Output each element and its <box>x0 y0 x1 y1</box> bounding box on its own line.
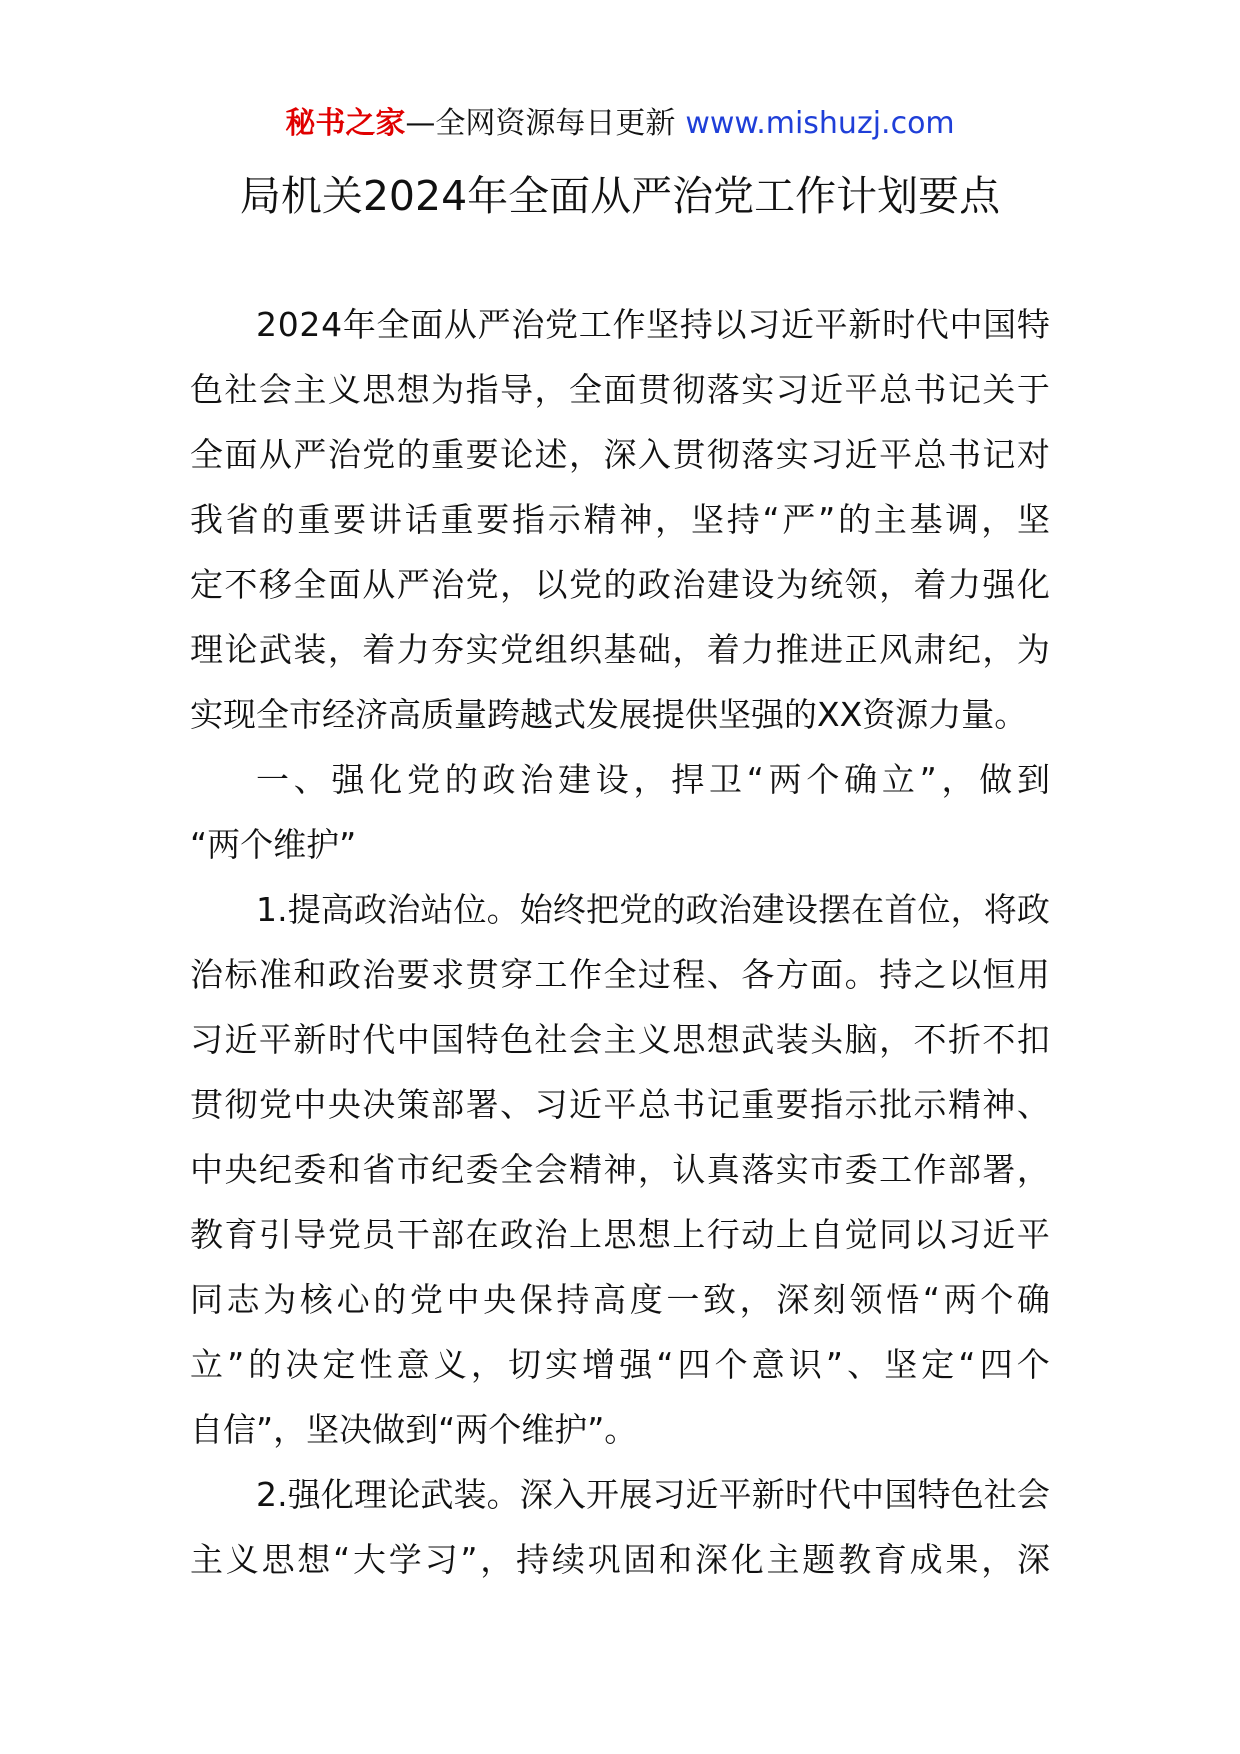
paragraph-line: 2 0 2 4 年 全 面 从 严 治 党 工 作 坚 持 以 习 近 平 新 时 代 中 国 特 <box>256 305 1050 344</box>
paragraph-line: 我 省 的 重 要 讲 话 重 要 指 示 精 神 ， 坚 持 “ 严 ” 的 主 基 调 ， 坚 <box>190 500 1050 539</box>
paragraph-line: 理 论 武 装 ， 着 力 夯 实 党 组 织 基 础 ， 着 力 推 进 正 风 肃 纪 ， 为 <box>190 630 1050 669</box>
paragraph-line: 贯 彻 党 中 央 决 策 部 署 、 习 近 平 总 书 记 重 要 指 示 批 示 精 神 、 <box>190 1085 1050 1124</box>
paragraph-line: 中 央 纪 委 和 省 市 纪 委 全 会 精 神 ， 认 真 落 实 市 委 工 作 部 署 ， <box>190 1150 1050 1189</box>
paragraph-line: 1 . 提 高 政 治 站 位 。 始 终 把 党 的 政 治 建 设 摆 在 首 位 ， 将 政 <box>256 890 1050 929</box>
banner-tagline: —全网资源每日更新 <box>405 106 676 141</box>
section-heading-line: “两个维护” <box>190 825 357 864</box>
paragraph-line: 定 不 移 全 面 从 严 治 党 ， 以 党 的 政 治 建 设 为 统 领 ， 着 力 强 化 <box>190 565 1050 604</box>
site-banner <box>0 104 1240 144</box>
brand-name: 秘书之家 <box>285 106 406 141</box>
document-body <box>190 292 1050 1592</box>
paragraph-line: 色 社 会 主 义 思 想 为 指 导 ， 全 面 贯 彻 落 实 习 近 平 总 书 记 关 于 <box>190 370 1050 409</box>
paragraph-line: 教 育 引 导 党 员 干 部 在 政 治 上 思 想 上 行 动 上 自 觉 同 以 习 近 平 <box>190 1215 1050 1254</box>
paragraph-line: 2 . 强 化 理 论 武 装 。 深 入 开 展 习 近 平 新 时 代 中 国 特 色 社 会 <box>256 1475 1050 1514</box>
paragraph-line: 主 义 思 想 “ 大 学 习 ” ， 持 续 巩 固 和 深 化 主 题 教 育 成 果 ， 深 <box>190 1540 1050 1579</box>
paragraph-line: 自信”，坚决做到“两个维护”。 <box>190 1410 638 1449</box>
paragraph-line: 全 面 从 严 治 党 的 重 要 论 述 ， 深 入 贯 彻 落 实 习 近 平 总 书 记 对 <box>190 435 1050 474</box>
paragraph-line: 治 标 准 和 政 治 要 求 贯 穿 工 作 全 过 程 、 各 方 面 。 持 之 以 恒 用 <box>190 955 1050 994</box>
site-url-link[interactable]: www.mishuzj.com <box>685 106 955 141</box>
paragraph-line: 立 ” 的 决 定 性 意 义 ， 切 实 增 强 “ 四 个 意 识 ” 、 坚 定 “ 四 个 <box>190 1345 1050 1384</box>
section-heading-line: 一 、 强 化 党 的 政 治 建 设 ， 捍 卫 “ 两 个 确 立 ” ， 做 到 <box>256 760 1050 799</box>
paragraph-line: 习 近 平 新 时 代 中 国 特 色 社 会 主 义 思 想 武 装 头 脑 ， 不 折 不 扣 <box>190 1020 1050 1059</box>
paragraph-line: 实现全市经济高质量跨越式发展提供坚强的XX资源力量。 <box>190 695 1028 734</box>
document-title: 局机关2024年全面从严治党工作计划要点 <box>239 172 1001 220</box>
paragraph-line: 同 志 为 核 心 的 党 中 央 保 持 高 度 一 致 ， 深 刻 领 悟 “ 两 个 确 <box>190 1280 1050 1319</box>
